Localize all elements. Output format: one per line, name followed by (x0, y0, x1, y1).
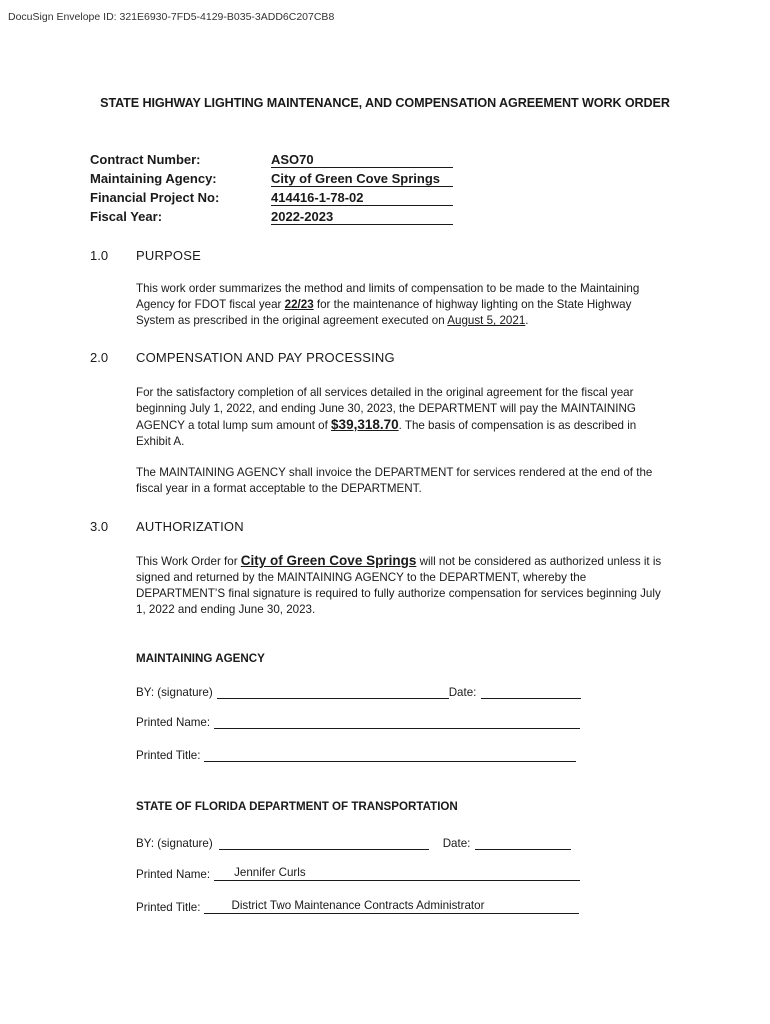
fdot-date-label: Date: (442, 837, 471, 850)
agency-title-row (136, 747, 576, 762)
agency-title-line[interactable] (204, 747, 576, 762)
fdot-printed-name: Jennifer Curls (214, 866, 580, 881)
fiscal-year-value: 2022-2023 (271, 209, 453, 225)
section-3-paragraph (136, 553, 671, 618)
fdot-heading: STATE OF FLORIDA DEPARTMENT OF TRANSPORTATION (136, 800, 458, 813)
envelope-id: DocuSign Envelope ID: 321E6930-7FD5-4129-B035-3ADD6C207CB8 (8, 11, 335, 23)
purpose-text-b: for the maintenance of highway lighting on the State Highway System as prescribed in the original agreement executed on (136, 298, 632, 327)
fdot-name-row (136, 866, 580, 881)
authorization-agency: City of Green Cove Springs (240, 553, 417, 568)
compensation-text-b: . The basis of compensation is as described in Exhibit A. (136, 419, 637, 448)
agency-date-line[interactable] (481, 684, 581, 699)
agency-name-label: Printed Name: (136, 716, 211, 729)
authorization-text-a: This Work Order for (136, 555, 241, 568)
authorization-text-b: will not be considered as authorized unless it is signed and returned by the MAINTAINING AGENCY to the DEPARTMENT, whereby the DEPARTMENT’S final signature is required to fully authorize compensation for services beginning July 1, 2022 and ending June 30, 2023. (136, 555, 662, 616)
section-2-number: 2.0 (90, 350, 109, 365)
fiscal-year-short: 22/23 (284, 298, 314, 311)
fdot-signature-row (136, 835, 571, 850)
fdot-title-label: Printed Title: (136, 901, 201, 914)
compensation-text-a: For the satisfactory completion of all services detailed in the original agreement for the fiscal year beginning July 1, 2022, and ending June 30, 2023, the DEPARTMENT will pay the MAINTAINING AGENCY a total lump sum amount of (136, 386, 636, 432)
section-1-number: 1.0 (90, 248, 109, 263)
maintaining-agency-label: Maintaining Agency: (90, 171, 217, 186)
maintaining-agency-value: City of Green Cove Springs (271, 171, 453, 187)
fdot-title-row (136, 899, 579, 914)
fdot-by-label: BY: (signature) (136, 837, 213, 850)
agency-by-label: BY: (signature) (136, 686, 213, 699)
document-title: STATE HIGHWAY LIGHTING MAINTENANCE, AND COMPENSATION AGREEMENT WORK ORDER (100, 96, 670, 110)
fdot-printed-title: District Two Maintenance Contracts Administrator (204, 899, 579, 914)
purpose-text-a: This work order summarizes the method and limits of compensation to be made to the Maintaining Agency for FDOT fiscal year (136, 282, 640, 311)
section-3-heading: AUTHORIZATION (136, 519, 244, 534)
agreement-date: August 5, 2021 (447, 314, 526, 327)
lump-sum-amount: $39,318.70 (331, 417, 399, 432)
maintaining-agency-heading: MAINTAINING AGENCY (136, 652, 265, 665)
fdot-name-label: Printed Name: (136, 868, 211, 881)
agency-signature-row (136, 684, 581, 699)
fdot-date-line[interactable] (475, 835, 571, 850)
agency-date-label: Date: (448, 686, 477, 699)
contract-number-label: Contract Number: (90, 152, 201, 167)
section-2-paragraph-1 (136, 385, 671, 450)
agency-title-label: Printed Title: (136, 749, 201, 762)
section-2-heading: COMPENSATION AND PAY PROCESSING (136, 350, 395, 365)
agency-signature-line[interactable] (217, 684, 449, 699)
financial-project-value: 414416-1-78-02 (271, 190, 453, 206)
agency-name-row (136, 714, 580, 729)
section-3-number: 3.0 (90, 519, 109, 534)
fiscal-year-label: Fiscal Year: (90, 209, 163, 224)
fdot-signature-line[interactable] (219, 835, 429, 850)
purpose-text-c: . (525, 314, 529, 327)
contract-number-value: ASO70 (271, 152, 453, 168)
financial-project-label: Financial Project No: (90, 190, 220, 205)
agency-name-line[interactable] (214, 714, 580, 729)
section-2-paragraph-2: The MAINTAINING AGENCY shall invoice the DEPARTMENT for services rendered at the end of the fiscal year in a format acceptable to the DEPARTMENT. (136, 466, 653, 495)
section-1-paragraph (136, 281, 671, 329)
section-1-heading: PURPOSE (136, 248, 201, 263)
